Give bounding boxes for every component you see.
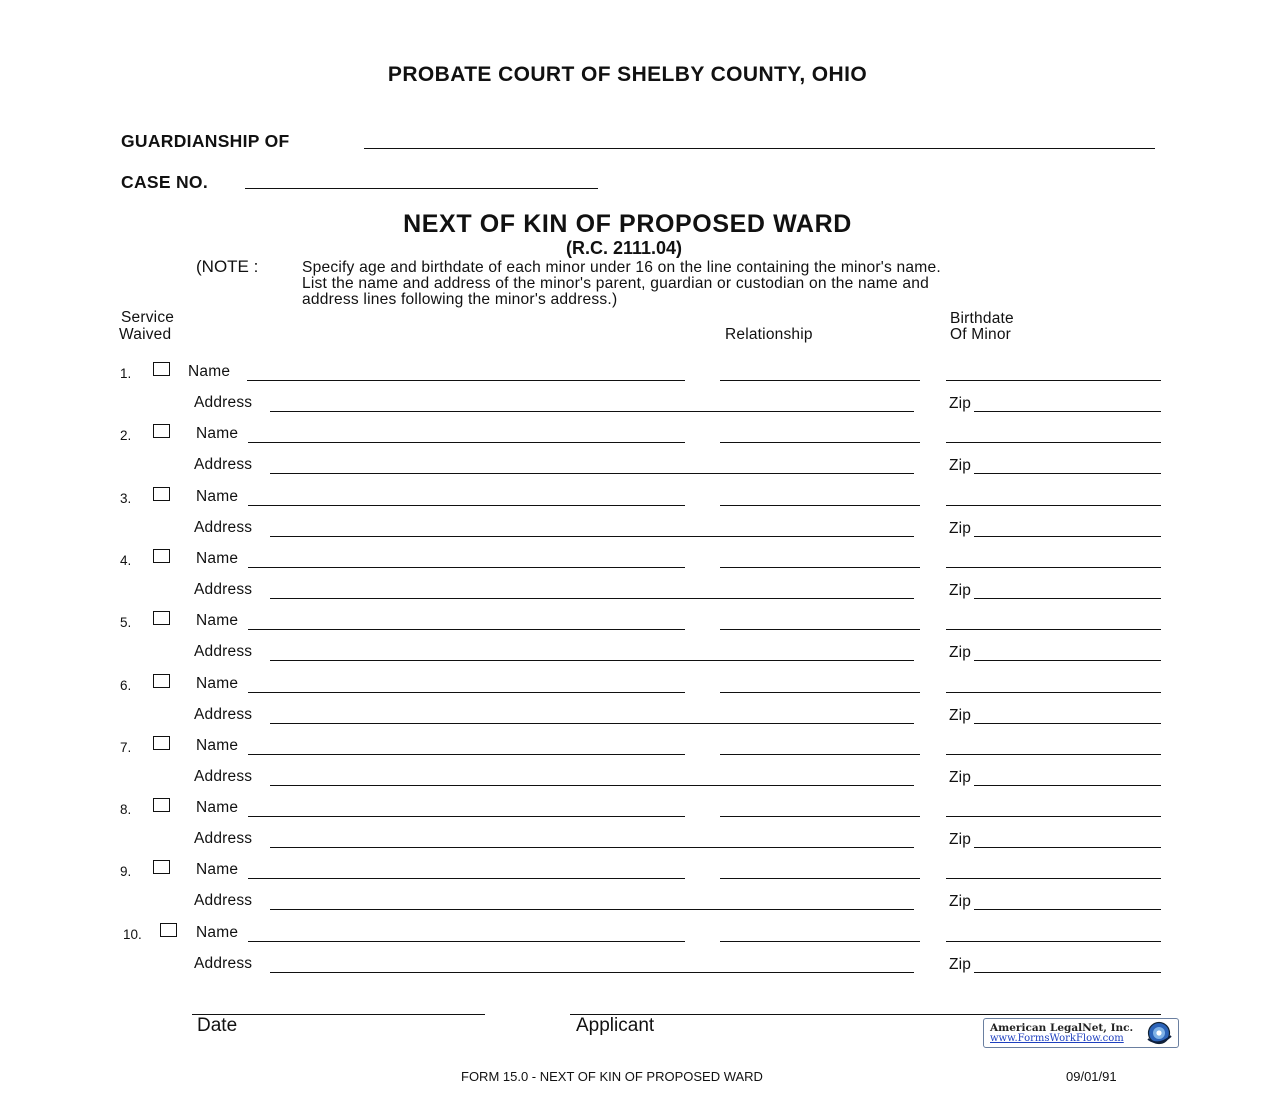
court-title: PROBATE COURT OF SHELBY COUNTY, OHIO (387, 63, 868, 86)
entry-number: 4. (120, 553, 132, 568)
address-label: Address (194, 768, 253, 785)
address-field[interactable] (270, 660, 914, 661)
zip-label: Zip (949, 956, 972, 973)
address-field[interactable] (270, 847, 914, 848)
zip-label: Zip (949, 769, 972, 786)
address-label: Address (194, 456, 253, 473)
name-field[interactable] (248, 878, 685, 879)
header-service: Service (121, 309, 175, 326)
birthdate-field[interactable] (946, 692, 1161, 693)
relationship-field[interactable] (720, 878, 920, 879)
service-waived-checkbox[interactable] (160, 923, 177, 937)
header-waived: Waived (119, 326, 172, 343)
header-birthdate: Birthdate (950, 310, 1014, 327)
name-field[interactable] (248, 505, 685, 506)
entry-number: 8. (120, 802, 132, 817)
relationship-field[interactable] (720, 754, 920, 755)
birthdate-field[interactable] (946, 442, 1161, 443)
name-label: Name (196, 550, 239, 567)
form-statute: (R.C. 2111.04) (565, 238, 683, 258)
birthdate-field[interactable] (946, 816, 1161, 817)
birthdate-field[interactable] (946, 380, 1161, 381)
logo-url[interactable]: www.FormsWorkFlow.com (990, 1033, 1124, 1044)
address-field[interactable] (270, 598, 914, 599)
service-waived-checkbox[interactable] (153, 736, 170, 750)
name-label: Name (188, 363, 231, 380)
address-field[interactable] (270, 723, 914, 724)
name-label: Name (196, 799, 239, 816)
relationship-field[interactable] (720, 505, 920, 506)
zip-field[interactable] (974, 536, 1161, 537)
name-label: Name (196, 488, 239, 505)
zip-label: Zip (949, 457, 972, 474)
birthdate-field[interactable] (946, 567, 1161, 568)
address-field[interactable] (270, 536, 914, 537)
name-label: Name (196, 924, 239, 941)
note-line-3: address lines following the minor's address.) (302, 291, 618, 308)
name-field[interactable] (248, 754, 685, 755)
address-field[interactable] (270, 785, 914, 786)
form-title: NEXT OF KIN OF PROPOSED WARD (403, 210, 852, 238)
address-label: Address (194, 394, 253, 411)
guardianship-field[interactable] (364, 148, 1155, 149)
birthdate-field[interactable] (946, 878, 1161, 879)
zip-field[interactable] (974, 723, 1161, 724)
relationship-field[interactable] (720, 629, 920, 630)
birthdate-field[interactable] (946, 629, 1161, 630)
globe-icon (1144, 1021, 1174, 1045)
name-field[interactable] (248, 629, 685, 630)
american-legalnet-logo (983, 1018, 1179, 1048)
zip-label: Zip (949, 395, 972, 412)
zip-label: Zip (949, 644, 972, 661)
birthdate-field[interactable] (946, 941, 1161, 942)
name-label: Name (196, 425, 239, 442)
name-field[interactable] (248, 941, 685, 942)
zip-field[interactable] (974, 411, 1161, 412)
zip-field[interactable] (974, 909, 1161, 910)
zip-label: Zip (949, 582, 972, 599)
address-field[interactable] (270, 411, 914, 412)
zip-label: Zip (949, 831, 972, 848)
relationship-field[interactable] (720, 442, 920, 443)
zip-field[interactable] (974, 847, 1161, 848)
name-field[interactable] (248, 567, 685, 568)
entry-number: 9. (120, 864, 132, 879)
address-label: Address (194, 892, 253, 909)
address-label: Address (194, 643, 253, 660)
zip-field[interactable] (974, 972, 1161, 973)
date-label: Date (197, 1015, 238, 1036)
entry-number: 5. (120, 615, 132, 630)
entry-number: 7. (120, 740, 132, 755)
service-waived-checkbox[interactable] (153, 798, 170, 812)
logo-company-name: American LegalNet, Inc. (990, 1022, 1134, 1034)
zip-label: Zip (949, 520, 972, 537)
address-label: Address (194, 519, 253, 536)
name-field[interactable] (247, 380, 685, 381)
zip-field[interactable] (974, 785, 1161, 786)
case-no-label: CASE NO. (121, 172, 208, 192)
zip-field[interactable] (974, 473, 1161, 474)
name-label: Name (196, 737, 239, 754)
note-label: (NOTE : (196, 257, 259, 276)
footer-form-id: FORM 15.0 - NEXT OF KIN OF PROPOSED WARD (461, 1069, 763, 1084)
name-label: Name (196, 612, 239, 629)
entry-number: 3. (120, 491, 132, 506)
address-label: Address (194, 830, 253, 847)
service-waived-checkbox[interactable] (153, 424, 170, 438)
name-field[interactable] (248, 816, 685, 817)
name-label: Name (196, 675, 239, 692)
service-waived-checkbox[interactable] (153, 611, 170, 625)
entry-number: 10. (123, 927, 142, 942)
zip-field[interactable] (974, 598, 1161, 599)
applicant-label: Applicant (576, 1015, 655, 1036)
entry-number: 2. (120, 428, 132, 443)
zip-field[interactable] (974, 660, 1161, 661)
relationship-field[interactable] (720, 567, 920, 568)
service-waived-checkbox[interactable] (153, 860, 170, 874)
address-field[interactable] (270, 473, 914, 474)
address-field[interactable] (270, 909, 914, 910)
header-relationship: Relationship (725, 326, 813, 343)
footer-revision-date: 09/01/91 (1066, 1069, 1117, 1084)
service-waived-checkbox[interactable] (153, 549, 170, 563)
address-field[interactable] (270, 972, 914, 973)
entry-number: 1. (120, 366, 132, 381)
service-waived-checkbox[interactable] (153, 674, 170, 688)
relationship-field[interactable] (720, 380, 920, 381)
entry-number: 6. (120, 678, 132, 693)
name-field[interactable] (248, 442, 685, 443)
service-waived-checkbox[interactable] (153, 362, 170, 376)
guardianship-label: GUARDIANSHIP OF (121, 131, 290, 151)
relationship-field[interactable] (720, 941, 920, 942)
zip-label: Zip (949, 893, 972, 910)
address-label: Address (194, 581, 253, 598)
birthdate-field[interactable] (946, 505, 1161, 506)
zip-label: Zip (949, 707, 972, 724)
address-label: Address (194, 706, 253, 723)
relationship-field[interactable] (720, 816, 920, 817)
service-waived-checkbox[interactable] (153, 487, 170, 501)
applicant-signature-line[interactable] (570, 1014, 1161, 1015)
birthdate-field[interactable] (946, 754, 1161, 755)
note-line-1: Specify age and birthdate of each minor under 16 on the line containing the minor's name. (302, 259, 941, 276)
name-label: Name (196, 861, 239, 878)
relationship-field[interactable] (720, 692, 920, 693)
address-label: Address (194, 955, 253, 972)
header-of-minor: Of Minor (950, 326, 1012, 343)
name-field[interactable] (248, 692, 685, 693)
note-line-2: List the name and address of the minor's parent, guardian or custodian on the name and (302, 275, 929, 292)
case-no-field[interactable] (245, 188, 598, 189)
